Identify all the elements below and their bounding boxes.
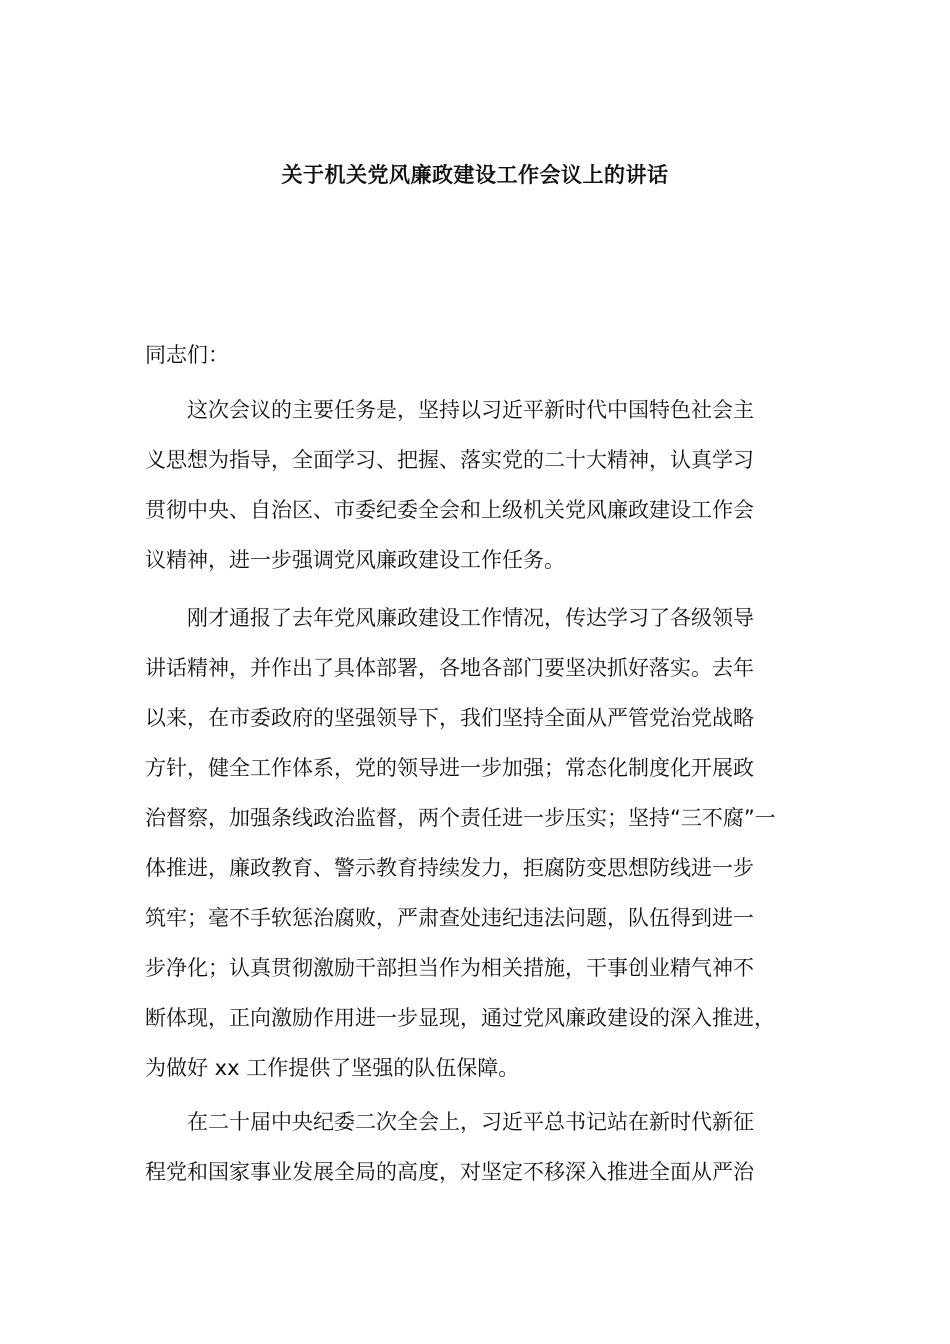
paragraph-line: 筑牢；毫不手软惩治腐败，严肃查处违纪违法问题，队伍得到进一 <box>145 906 754 930</box>
paragraph-line: 义思想为指导，全面学习、把握、落实党的二十大精神，认真学习 <box>145 448 754 472</box>
paragraph-line: 程党和国家事业发展全局的高度，对坚定不移深入推进全面从严治 <box>145 1160 754 1184</box>
paragraph-line: 刚才通报了去年党风廉政建设工作情况，传达学习了各级领导 <box>145 606 754 630</box>
paragraph-line: 以来，在市委政府的坚强领导下，我们坚持全面从严管党治党战略 <box>145 706 754 730</box>
paragraph-3 <box>145 1097 825 1197</box>
paragraph-line: 体推进，廉政教育、警示教育持续发力，拒腐防变思想防线进一步 <box>145 856 754 880</box>
document-title: 关于机关党风廉政建设工作会议上的讲话 <box>281 163 669 187</box>
paragraph-line: 断体现，正向激励作用进一步显现，通过党风廉政建设的深入推进， <box>145 1006 775 1030</box>
paragraph-line: 贯彻中央、自治区、市委纪委全会和上级机关党风廉政建设工作会 <box>145 498 754 522</box>
paragraph-line: 为做好 xx 工作提供了坚强的队伍保障。 <box>145 1056 520 1080</box>
paragraph-1 <box>145 385 825 585</box>
paragraph-line: 这次会议的主要任务是，坚持以习近平新时代中国特色社会主 <box>145 398 754 422</box>
paragraph-line: 讲话精神，并作出了具体部署，各地各部门要坚决抓好落实。去年 <box>145 656 754 680</box>
paragraph-2 <box>145 593 825 1093</box>
salutation: 同志们： <box>145 343 229 367</box>
paragraph-line: 方针，健全工作体系，党的领导进一步加强；常态化制度化开展政 <box>145 756 754 780</box>
paragraph-line: 在二十届中央纪委二次全会上，习近平总书记站在新时代新征 <box>145 1110 754 1134</box>
paragraph-line: 治督察，加强条线政治监督，两个责任进一步压实；坚持“三不腐”一 <box>145 806 776 830</box>
paragraph-line: 议精神，进一步强调党风廉政建设工作任务。 <box>145 548 565 572</box>
paragraph-line: 步净化；认真贯彻激励干部担当作为相关措施，干事创业精气神不 <box>145 956 754 980</box>
